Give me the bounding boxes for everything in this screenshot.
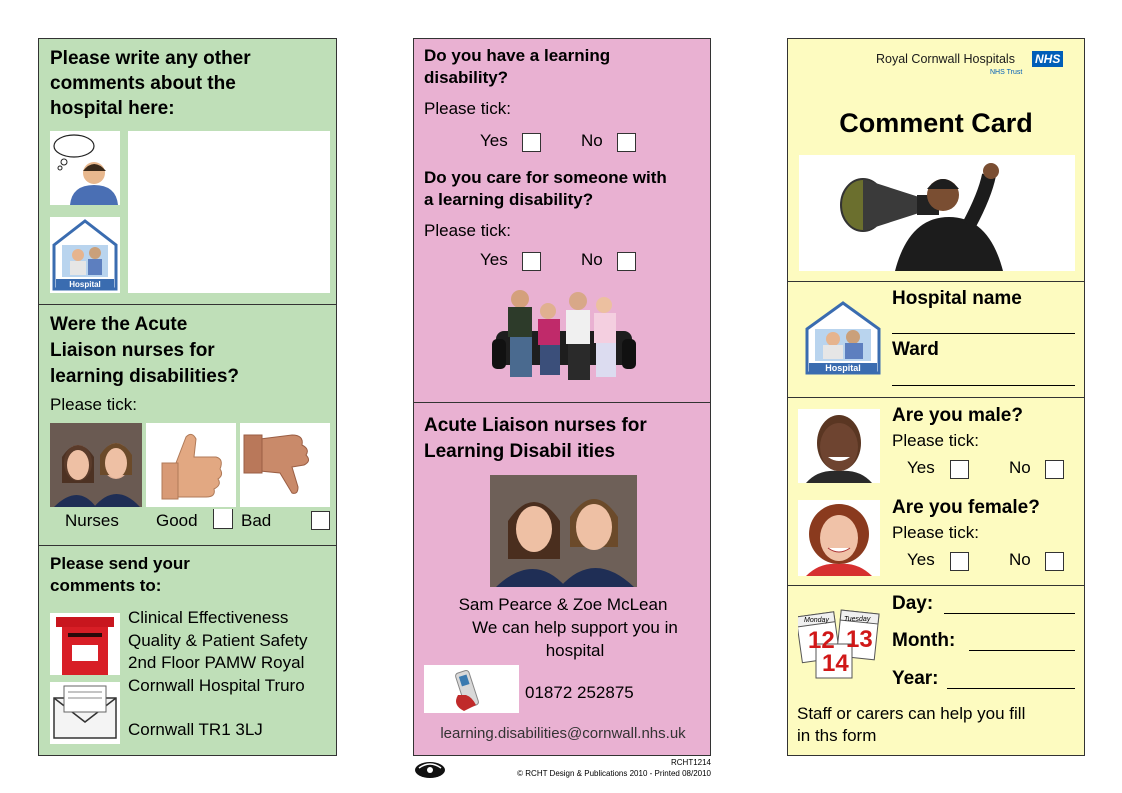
nurses-names: Sam Pearce & Zoe McLean bbox=[458, 595, 668, 614]
document-code: RCHT1214 bbox=[670, 758, 711, 767]
q1-tick-label: Please tick: bbox=[424, 99, 511, 118]
q2-tick-label: Please tick: bbox=[424, 221, 511, 240]
thinking-person-image bbox=[50, 131, 120, 205]
email-address: learning.disabilities@cornwall.nhs.uk bbox=[440, 725, 686, 742]
liaison-nurses-photo bbox=[490, 475, 637, 587]
calendar-tuesday: Tuesday bbox=[844, 616, 871, 623]
bad-checkbox[interactable] bbox=[311, 511, 330, 530]
day-field[interactable] bbox=[944, 613, 1075, 614]
q2-title: Do you care for someone with a learning disability? bbox=[424, 168, 667, 209]
disability-questions-section bbox=[414, 39, 710, 403]
female-question: Are you female? bbox=[892, 497, 1040, 518]
card-header-section bbox=[788, 39, 1084, 282]
bad-label: Bad bbox=[241, 511, 272, 530]
thumbs-down-image bbox=[240, 423, 330, 507]
female-yes-label: Yes bbox=[907, 550, 935, 569]
liaison-tick-label: Please tick: bbox=[50, 395, 137, 414]
rcht-logo bbox=[413, 758, 447, 780]
nurses-title: Acute Liaison nurses for Learning Disabil ities bbox=[424, 415, 647, 462]
hospital-badge-label: Hospital bbox=[69, 280, 101, 289]
ward-field[interactable] bbox=[892, 385, 1075, 386]
q1-no-label: No bbox=[581, 131, 603, 150]
calendar-monday: Monday bbox=[804, 617, 829, 624]
hospital-name-label: Hospital name bbox=[892, 288, 1022, 309]
ward-label: Ward bbox=[892, 339, 939, 360]
q1-title: Do you have a learning disability? bbox=[424, 46, 611, 87]
thumbs-up-image bbox=[146, 423, 236, 507]
comments-section bbox=[39, 39, 336, 305]
male-question: Are you male? bbox=[892, 405, 1023, 426]
hospital-name-field[interactable] bbox=[892, 333, 1075, 334]
male-no-label: No bbox=[1009, 458, 1031, 477]
middle-panel bbox=[413, 38, 711, 756]
hospital-ward-section bbox=[788, 282, 1084, 398]
calendar-day-12: 12 bbox=[808, 627, 835, 654]
helper-text: Staff or carers can help you fill in ths form bbox=[797, 704, 1026, 745]
liaison-nurses-section bbox=[414, 403, 710, 757]
phone-number: 01872 252875 bbox=[525, 683, 634, 702]
nurses-label: Nurses bbox=[65, 511, 119, 530]
good-label: Good bbox=[156, 511, 198, 530]
date-section bbox=[788, 586, 1084, 757]
day-label: Day: bbox=[892, 593, 934, 614]
phone-image bbox=[424, 665, 519, 713]
nhs-logo: NHS bbox=[1032, 51, 1063, 67]
left-panel bbox=[38, 38, 337, 756]
megaphone-image bbox=[799, 155, 1075, 271]
copyright-text: © RCHT Design & Publications 2010 - Printed 08/2010 bbox=[517, 769, 711, 778]
hospital-badge-label-right: Hospital bbox=[825, 363, 861, 373]
q1-no-checkbox[interactable] bbox=[617, 133, 636, 152]
support-text: We can help support you in hospital bbox=[472, 618, 678, 660]
liaison-title: Were the Acute Liaison nurses for learning disabilities? bbox=[50, 314, 239, 387]
female-no-checkbox[interactable] bbox=[1045, 552, 1064, 571]
female-face-image bbox=[798, 500, 880, 576]
right-panel bbox=[787, 38, 1085, 756]
group-sofa-image bbox=[492, 283, 636, 391]
q2-no-label: No bbox=[581, 250, 603, 269]
female-tick-label: Please tick: bbox=[892, 523, 979, 542]
month-label: Month: bbox=[892, 630, 956, 651]
card-title: Comment Card bbox=[839, 108, 1033, 138]
gender-section bbox=[788, 398, 1084, 586]
month-field[interactable] bbox=[969, 650, 1075, 651]
org-name: Royal Cornwall Hospitals bbox=[876, 52, 1015, 66]
send-section bbox=[39, 546, 336, 757]
male-tick-label: Please tick: bbox=[892, 431, 979, 450]
comments-title: Please write any other comments about the hospital here: bbox=[50, 48, 251, 119]
q2-yes-label: Yes bbox=[480, 250, 508, 269]
year-label: Year: bbox=[892, 668, 939, 689]
female-no-label: No bbox=[1009, 550, 1031, 569]
postbox-image bbox=[50, 613, 120, 675]
male-face-image bbox=[798, 409, 880, 483]
q1-yes-label: Yes bbox=[480, 131, 508, 150]
good-checkbox[interactable] bbox=[213, 509, 233, 529]
nhs-trust-label: NHS Trust bbox=[990, 69, 1023, 76]
hospital-badge-image bbox=[50, 217, 120, 293]
q1-yes-checkbox[interactable] bbox=[522, 133, 541, 152]
liaison-section bbox=[39, 305, 336, 546]
male-no-checkbox[interactable] bbox=[1045, 460, 1064, 479]
send-title: Please send your comments to: bbox=[50, 554, 190, 595]
hospital-badge-image-right bbox=[803, 299, 883, 377]
male-yes-checkbox[interactable] bbox=[950, 460, 969, 479]
nurses-photo bbox=[50, 423, 142, 507]
calendar-day-14: 14 bbox=[822, 650, 849, 677]
q2-yes-checkbox[interactable] bbox=[522, 252, 541, 271]
female-yes-checkbox[interactable] bbox=[950, 552, 969, 571]
send-address: Clinical Effectiveness Quality & Patient Safety 2nd Floor PAMW Royal Cornwall Hospital Truro bbox=[128, 608, 308, 695]
calendar-day-13: 13 bbox=[846, 626, 873, 653]
year-field[interactable] bbox=[947, 688, 1075, 689]
envelope-image bbox=[50, 682, 120, 744]
male-yes-label: Yes bbox=[907, 458, 935, 477]
q2-no-checkbox[interactable] bbox=[617, 252, 636, 271]
send-postcode: Cornwall TR1 3LJ bbox=[128, 720, 263, 739]
comments-textarea[interactable] bbox=[128, 131, 330, 293]
calendar-image bbox=[798, 604, 880, 680]
